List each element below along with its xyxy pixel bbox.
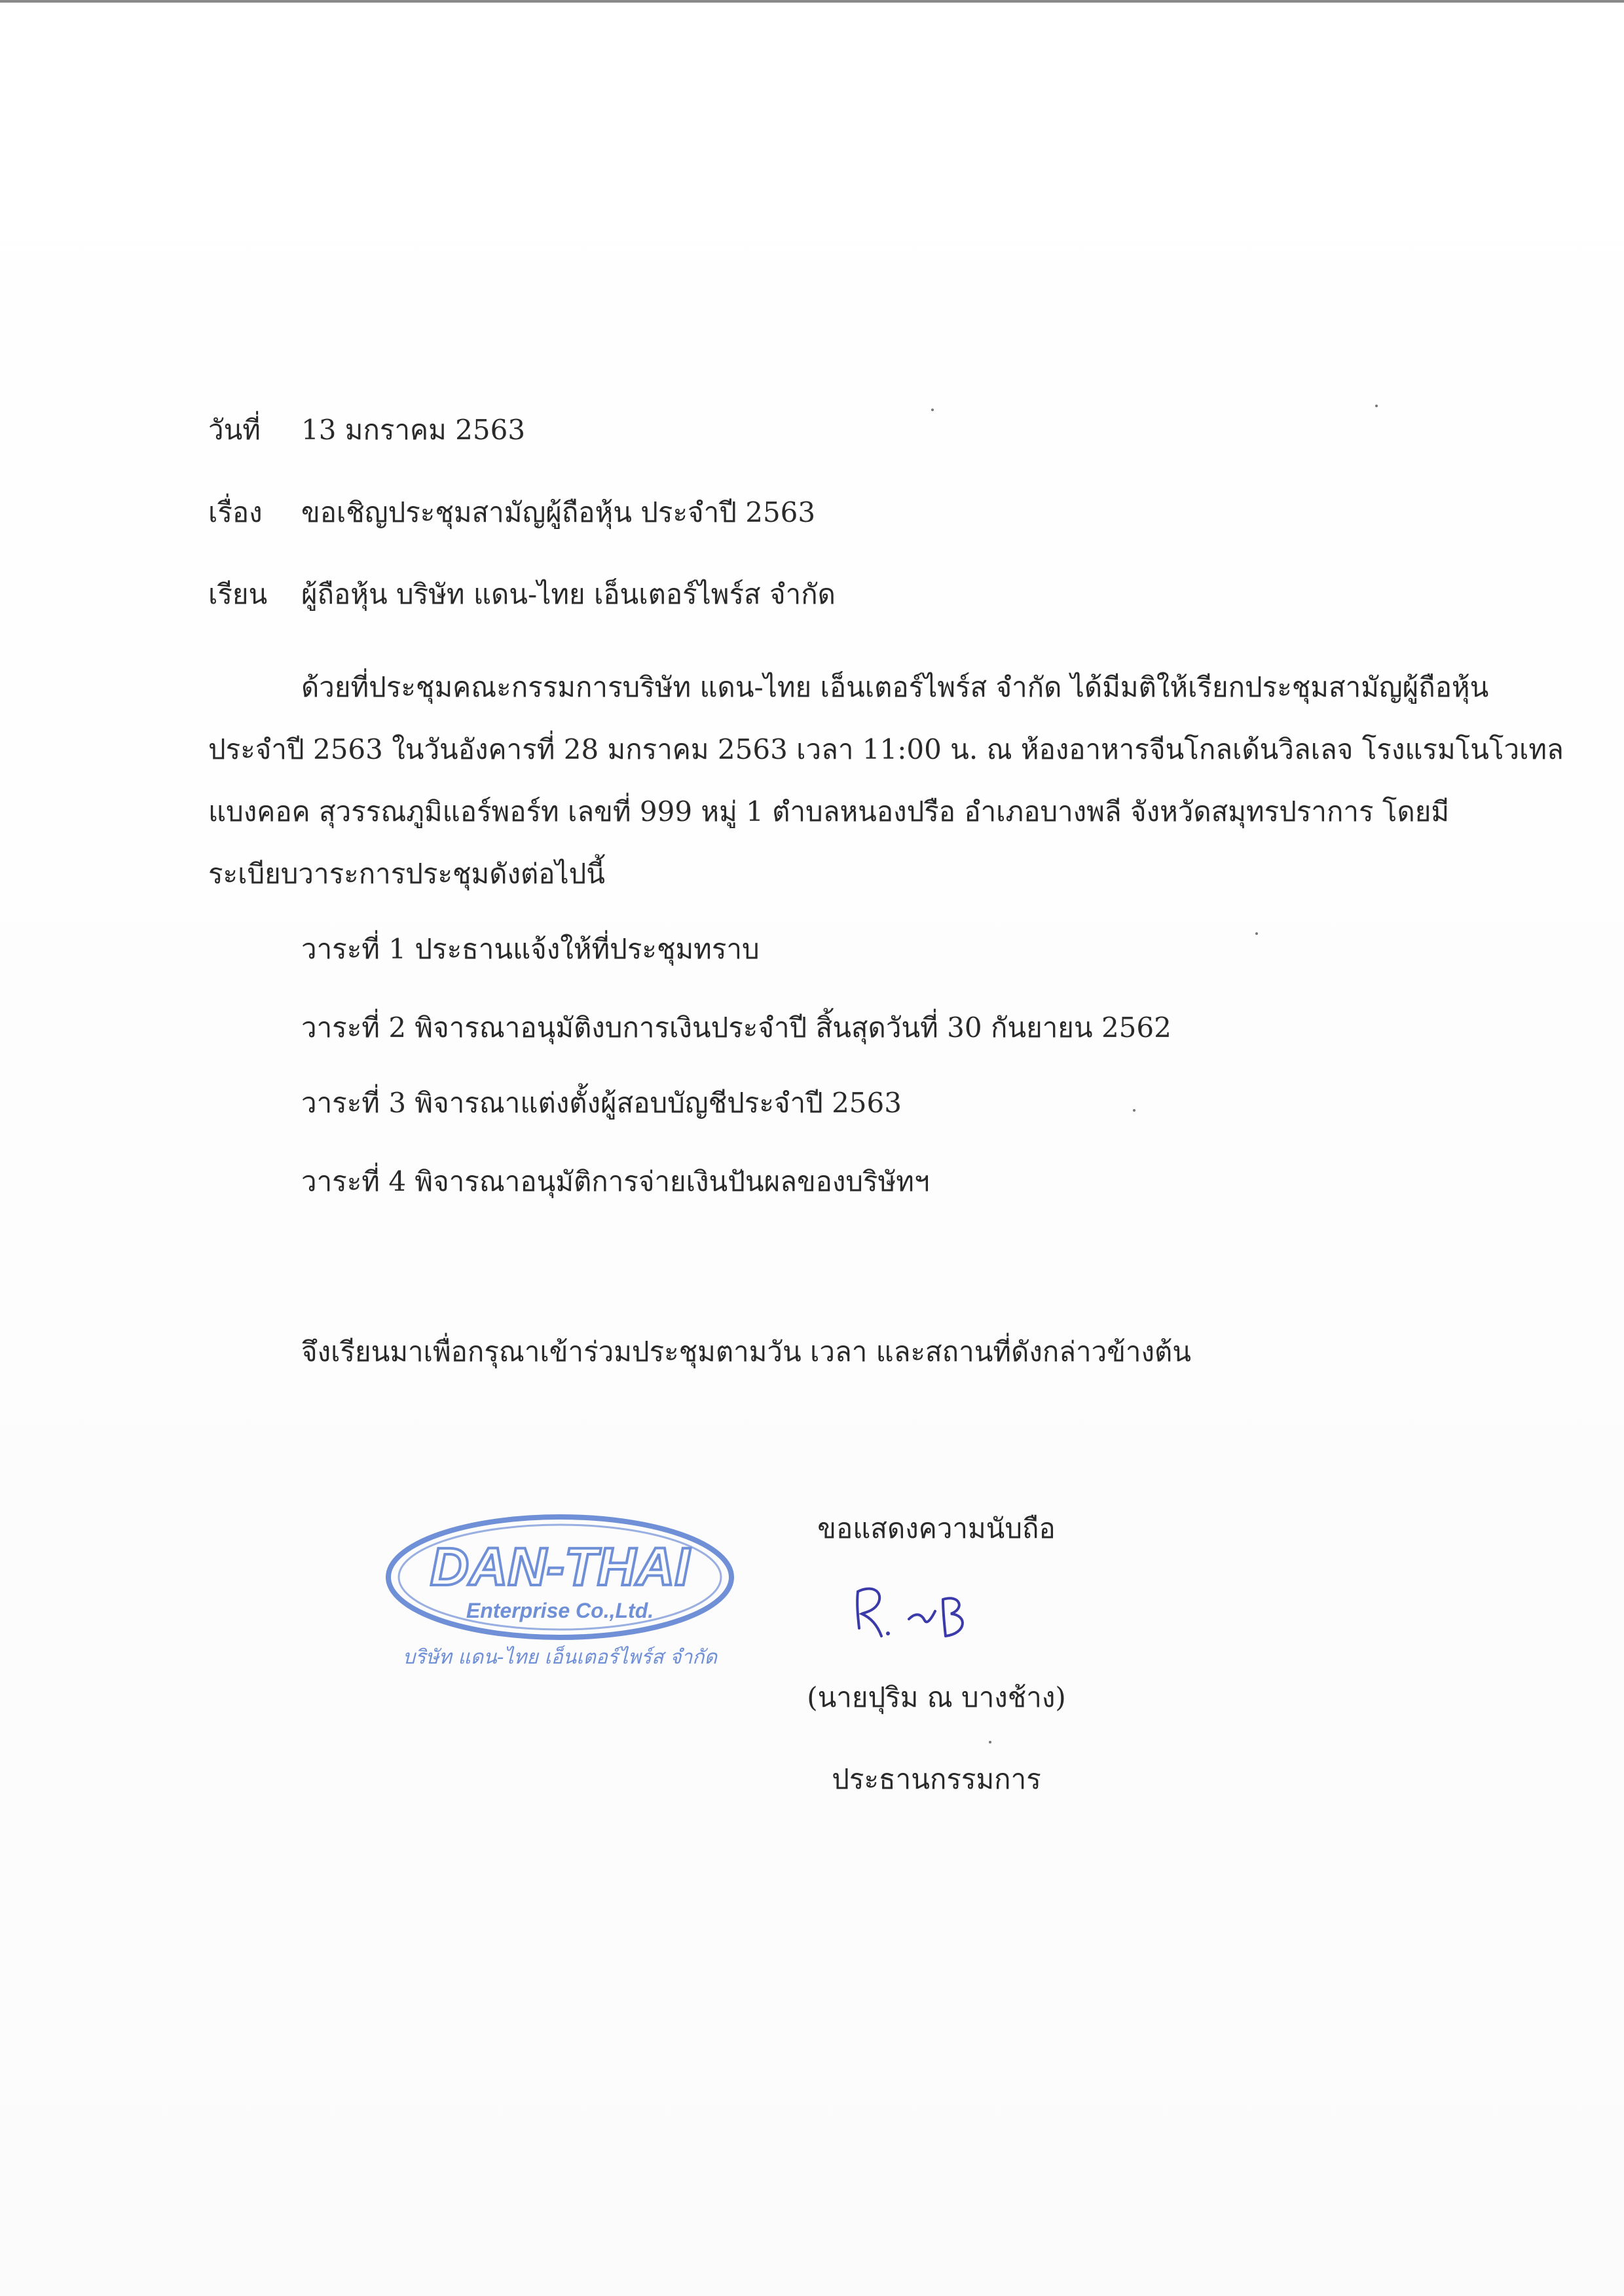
recipient-label: เรียน bbox=[208, 578, 268, 610]
company-stamp-graphic bbox=[383, 1512, 737, 1669]
stamp-sub-text: Enterprise Co.,Ltd. bbox=[466, 1599, 654, 1622]
scan-speck bbox=[1133, 1109, 1135, 1112]
signatory-title: ประธานกรรมการ bbox=[832, 1763, 1041, 1795]
agenda-item: วาระที่ 2 พิจารณาอนุมัติงบการเงินประจำปี สิ้นสุดวันที่ 30 กันยายน 2562 bbox=[301, 1011, 1172, 1044]
recipient-value: ผู้ถือหุ้น บริษัท แดน-ไทย เอ็นเตอร์ไพร์ส จำกัด bbox=[301, 578, 836, 610]
closing-sentence: จึงเรียนมาเพื่อกรุณาเข้าร่วมประชุมตามวัน เวลา และสถานที่ดังกล่าวข้างต้น bbox=[301, 1336, 1191, 1368]
date-value: 13 มกราคม 2563 bbox=[301, 414, 526, 446]
stamp-main-text: DAN-THAI bbox=[430, 1537, 690, 1597]
company-stamp bbox=[383, 1512, 737, 1669]
handwritten-signature bbox=[845, 1577, 989, 1649]
body-line: แบงคอค สุวรรณภูมิแอร์พอร์ท เลขที่ 999 หมู่ 1 ตำบลหนองปรือ อำเภอบางพลี จังหวัดสมุทรปราการ โดยมี bbox=[208, 795, 1450, 828]
scan-speck bbox=[1255, 932, 1258, 935]
subject-label: เรื่อง bbox=[208, 496, 263, 528]
body-line: ประจำปี 2563 ในวันอังคารที่ 28 มกราคม 2563 เวลา 11:00 น. ณ ห้องอาหารจีนโกลเด้นวิลเลจ โรงแรมโนโวเทล bbox=[208, 733, 1564, 765]
regards-text: ขอแสดงความนับถือ bbox=[817, 1512, 1056, 1544]
date-label: วันที่ bbox=[208, 414, 261, 446]
agenda-item: วาระที่ 4 พิจารณาอนุมัติการจ่ายเงินปันผลของบริษัทฯ bbox=[301, 1165, 930, 1197]
scan-speck bbox=[989, 1741, 991, 1743]
body-line: ด้วยที่ประชุมคณะกรรมการบริษัท แดน-ไทย เอ็นเตอร์ไพร์ส จำกัด ได้มีมติให้เรียกประชุมสามัญผู้ถือหุ้น bbox=[301, 671, 1489, 703]
scan-speck bbox=[1375, 405, 1378, 407]
body-line: ระเบียบวาระการประชุมดังต่อไปนี้ bbox=[208, 858, 606, 890]
agenda-item: วาระที่ 1 ประธานแจ้งให้ที่ประชุมทราบ bbox=[301, 933, 760, 965]
scan-speck bbox=[931, 409, 934, 411]
subject-value: ขอเชิญประชุมสามัญผู้ถือหุ้น ประจำปี 2563 bbox=[301, 496, 816, 528]
agenda-item: วาระที่ 3 พิจารณาแต่งตั้งผู้สอบบัญชีประจำปี 2563 bbox=[301, 1087, 902, 1119]
signatory-name: (นายปุริม ณ บางช้าง) bbox=[807, 1681, 1066, 1713]
stamp-thai-text: บริษัท แดน-ไทย เอ็นเตอร์ไพร์ส จำกัด bbox=[403, 1646, 717, 1669]
